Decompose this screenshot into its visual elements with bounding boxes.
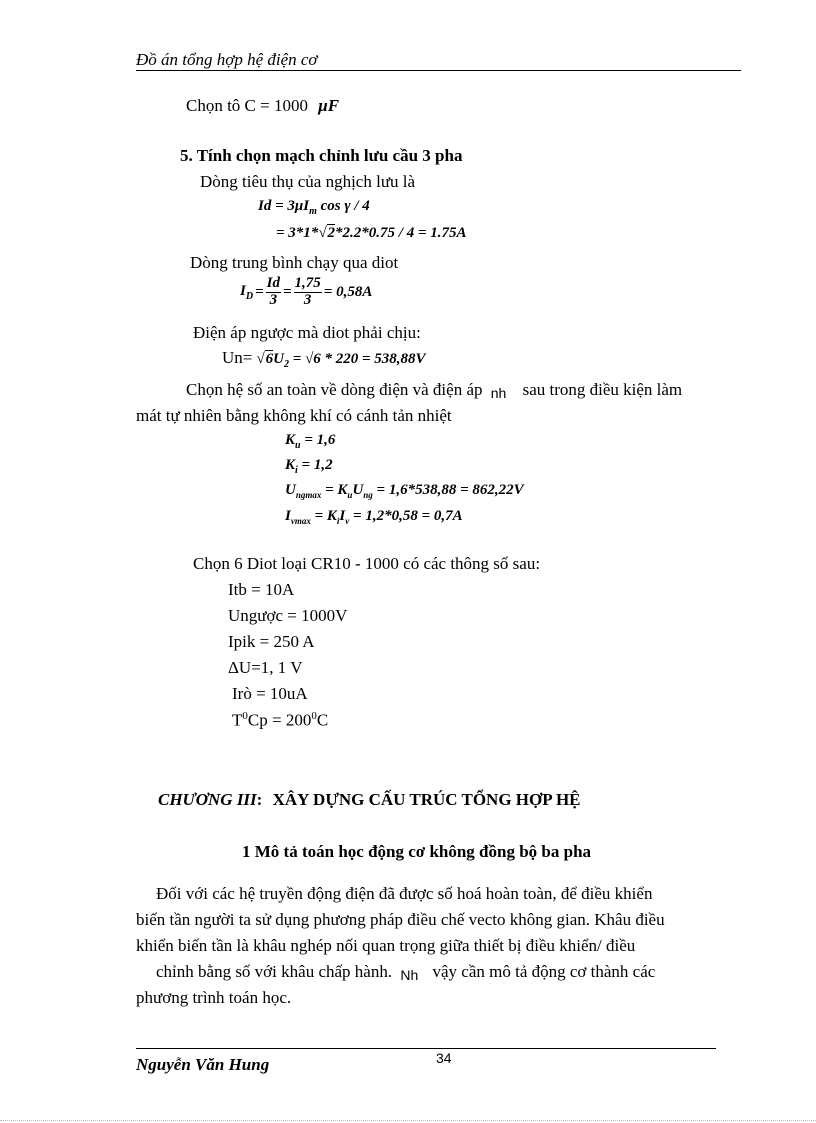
reverse-voltage-line: Điện áp ngược mà diot phải chịu: — [193, 323, 421, 342]
formula-id-diode: $I_D$ = $\frac{Id}{3}$ = $\frac{1,75}{3}$ = 0,58A — [240, 275, 373, 308]
page-edge — [0, 1120, 816, 1121]
formula-d-result: = 0,58A — [323, 283, 373, 300]
formula-id-2-a: = 3*1* — [276, 225, 319, 241]
chapter-label: CHƯƠNG III — [158, 790, 257, 809]
ku-formula: $K_u = 1,6$ — [285, 432, 336, 451]
formula-id-line-2 — [276, 224, 467, 242]
paragraph-line-2: biến tần người ta sử dụng phương pháp điều chế vecto không gian. Khâu điều — [136, 910, 665, 929]
footer-author: Nguyễn Văn Hung — [136, 1055, 270, 1074]
section-5-heading: 5. Tính chọn mạch chỉnh lưu cầu 3 pha — [180, 146, 463, 165]
safety-line-2: mát tự nhiên bằng không khí có cánh tản nhiệt — [136, 406, 452, 425]
capacitor-text: Chọn tô C = 1000 — [186, 96, 308, 115]
sqrt-arg: 2 — [327, 225, 336, 241]
chapter-heading: CHƯƠNG III: XÂY DỰNG CẤU TRÚC TỔNG HỢP HỆ — [158, 790, 581, 809]
paragraph-line-1: Đối với các hệ truyền động điện đã được số hoá hoàn toàn, để điều khiển — [156, 884, 653, 903]
param-delta-u: ΔU=1, 1 V — [228, 658, 303, 677]
header-rule — [136, 70, 741, 71]
avg-current-line: Dòng trung bình chạy qua diot — [190, 253, 399, 272]
param-ipik: Ipik = 250 A — [228, 632, 315, 651]
paragraph-line-5: phương trình toán học. — [136, 988, 292, 1007]
fraction-id-over-3: $\frac{Id}{3}$ — [266, 275, 280, 308]
paragraph-line-3: khiển biến tần là khâu nghép nối quan trọng giữa thiết bị điều khiển/ điều — [136, 936, 636, 955]
formula-id-2-d: *2.2*0.75 / 4 = 1.75A — [335, 225, 467, 241]
chapter-title: XÂY DỰNG CẤU TRÚC TỔNG HỢP HỆ — [272, 790, 581, 809]
un-formula: $Un= √6U_2 = √6 * 220 = 538,88V$ — [222, 348, 426, 370]
running-header: Đồ án tổng hợp hệ điện cơ — [136, 50, 318, 69]
section-1-heading: 1 Mô tả toán học động cơ không đồng bộ ba pha — [242, 842, 592, 861]
param-temp: $T^0Cp = 200^0C$ — [232, 710, 329, 730]
safety-line-1: Chọn hệ số an toàn về dòng điện và điện áp nh sau trong điều kiện làm — [186, 380, 683, 401]
footer-rule — [136, 1048, 716, 1049]
consumption-line: Dòng tiêu thụ của nghịch lưu là — [200, 172, 416, 191]
sqrt-sign: √ — [318, 225, 327, 241]
fraction-175-over-3: $\frac{1,75}{3}$ — [294, 275, 321, 308]
param-iro: Irò = 10uA — [232, 684, 308, 703]
ki-formula: $K_i = 1,2$ — [285, 457, 333, 476]
formula-id-1-main: Id = 3μI — [258, 198, 310, 214]
capacitor-unit: μF — [318, 96, 340, 115]
formula-d-sub: D — [245, 290, 254, 302]
i-max-formula: $I_{vmax} = K_iI_v = 1,2*0,58 = 0,7A$ — [285, 508, 463, 526]
param-ungược: Ungược = 1000V — [228, 606, 348, 625]
param-itb: Itb = 10A — [228, 580, 295, 599]
u-max-formula: $U_{ngmax} = K_uU_{ng} = 1,6*538,88 = 862,22V$ — [285, 482, 524, 500]
formula-d-lhs: I — [240, 282, 246, 299]
formula-id-1-sub: m — [309, 206, 317, 217]
formula-id-1-rest: cos γ / 4 — [320, 198, 370, 214]
capacitor-line — [186, 96, 339, 116]
page-number: 34 — [436, 1050, 452, 1066]
un-prefix: Un= — [222, 348, 253, 367]
diode-choice-line: Chọn 6 Diot loại CR10 - 1000 có các thông số sau: — [193, 554, 541, 573]
formula-id-line-1 — [258, 198, 370, 217]
paragraph-line-4: chỉnh bằng số với khâu chấp hành. Nh vậy cần mô tả động cơ thành các — [156, 962, 656, 983]
